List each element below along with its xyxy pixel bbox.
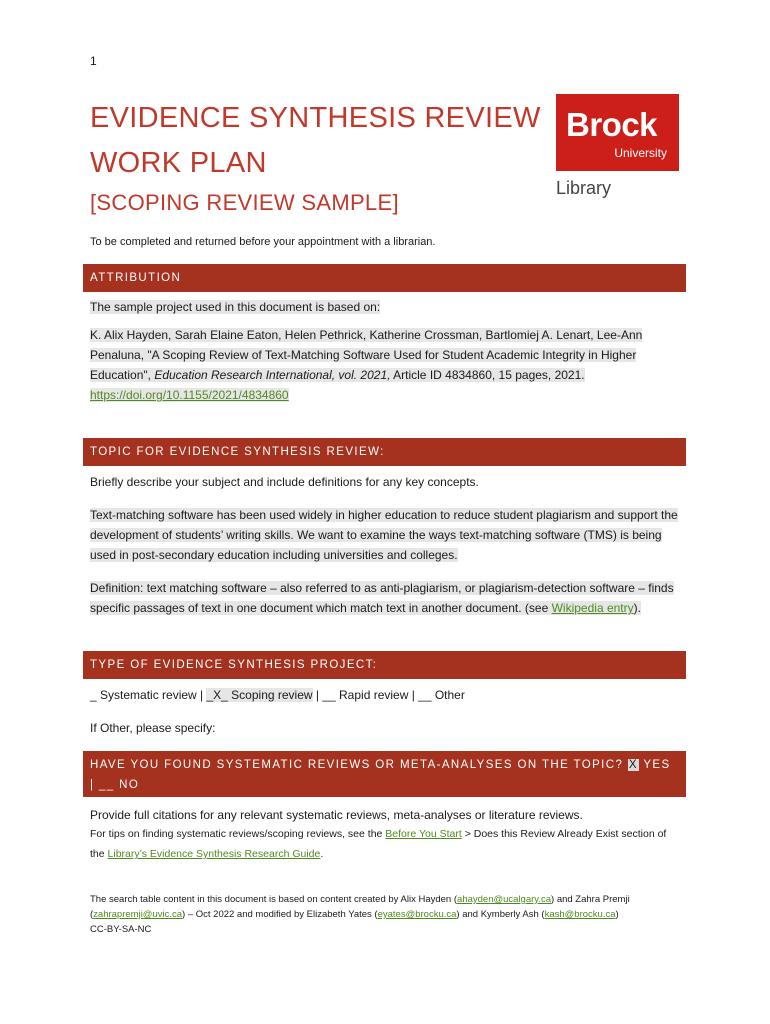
citation-rest: Article ID 4834860, 15 pages, 2021. xyxy=(390,368,585,382)
logo-wordmark: Brock xyxy=(566,106,658,143)
email-link-hayden[interactable]: ahayden@ucalgary.ca xyxy=(457,894,552,905)
definition-end: ). xyxy=(633,601,641,615)
option-scoping-selected: _X_ Scoping review xyxy=(206,688,313,702)
type-options xyxy=(90,685,680,705)
option-systematic: _ Systematic review | xyxy=(90,688,207,702)
reviews-heading-answers: YES | __ NO xyxy=(90,759,671,791)
topic-paragraph xyxy=(90,505,680,565)
citation-journal: Education Research International, vol. 2021, xyxy=(154,368,391,382)
attribution-citation xyxy=(90,325,680,405)
topic-paragraph-text: Text-matching software has been used widely in higher education to reduce student plagiarism and support the development of students’ writing skills. We want to examine the ways text-matching software (TMS) is being used in post-secondary education including universities and colleges. xyxy=(90,508,678,562)
section-heading-attribution: ATTRIBUTION xyxy=(83,264,686,292)
intro-text: To be completed and returned before your appointment with a librarian. xyxy=(90,236,436,248)
reviews-tip xyxy=(90,824,680,864)
attribution-intro-text: The sample project used in this document is based on: xyxy=(90,300,381,314)
definition-text: Definition: text matching software – also referred to as anti-plagiarism, or plagiarism-detection software – finds specific passages of text in one document which match text in another document. (see xyxy=(90,581,674,615)
page-number: 1 xyxy=(90,54,97,68)
attribution-intro xyxy=(90,297,680,317)
topic-instruction: Briefly describe your subject and include definitions for any key concepts. xyxy=(90,475,479,489)
section-heading-type: TYPE OF EVIDENCE SYNTHESIS PROJECT: xyxy=(83,651,686,679)
footer-license: CC-BY-SA-NC xyxy=(90,924,152,935)
email-link-yates[interactable]: eyates@brocku.ca xyxy=(377,909,457,920)
before-you-start-link[interactable]: Before You Start xyxy=(385,828,462,840)
footer-text-4: ) and Kymberly Ash ( xyxy=(456,909,545,920)
type-other-specify: If Other, please specify: xyxy=(90,721,216,735)
reviews-yes-mark: X xyxy=(628,759,638,771)
tip-pre: For tips on finding systematic reviews/scoping reviews, see the xyxy=(90,828,386,840)
footer-text-1: The search table content in this document is based on content created by Alix Hayden ( xyxy=(90,894,458,905)
tip-end: . xyxy=(320,848,324,860)
logo-university: University xyxy=(614,146,667,160)
title-line-2: WORK PLAN xyxy=(90,147,267,179)
footer-text-2: ) and Zahra Premji ( xyxy=(90,894,630,920)
doi-link[interactable]: https://doi.org/10.1155/2021/4834860 xyxy=(90,388,289,402)
page-title xyxy=(90,96,541,186)
title-line-1: EVIDENCE SYNTHESIS REVIEW xyxy=(90,102,541,134)
footer-credits xyxy=(90,892,685,937)
research-guide-link[interactable]: Library’s Evidence Synthesis Research Guide xyxy=(107,848,321,860)
section-heading-topic: TOPIC FOR EVIDENCE SYNTHESIS REVIEW: xyxy=(83,438,686,466)
email-link-ash[interactable]: kash@brocku.ca xyxy=(544,909,616,920)
option-rapid-other: | __ Rapid review | __ Other xyxy=(312,688,465,702)
reviews-instruction: Provide full citations for any relevant systematic reviews, meta-analyses or literature reviews. xyxy=(90,808,583,822)
reviews-heading-question: HAVE YOU FOUND SYSTEMATIC REVIEWS OR META-ANALYSES ON THE TOPIC? xyxy=(90,759,628,771)
topic-definition xyxy=(90,578,680,618)
section-heading-reviews xyxy=(83,751,686,797)
footer-text-5: ) xyxy=(615,909,619,920)
wikipedia-link[interactable]: Wikipedia entry xyxy=(551,601,634,615)
logo-library-label: Library xyxy=(556,178,612,198)
citation-authors: K. Alix Hayden, Sarah Elaine Eaton, Helen Pethrick, Katherine Crossman, Bartlomiej A. Lenart, Lee-Ann Penaluna, "A Scoping Review of Text-Matching Software Used for Student Academic Integrity in Higher Education", xyxy=(90,328,643,382)
footer-text-3: ) – Oct 2022 and modified by Elizabeth Yates ( xyxy=(182,909,378,920)
tip-mid: > Does this Review Already Exist section of the xyxy=(90,828,667,860)
email-link-premji[interactable]: zahrapremji@uvic.ca xyxy=(93,909,183,920)
page-subtitle: [SCOPING REVIEW SAMPLE] xyxy=(90,190,399,215)
brock-logo xyxy=(556,94,679,171)
